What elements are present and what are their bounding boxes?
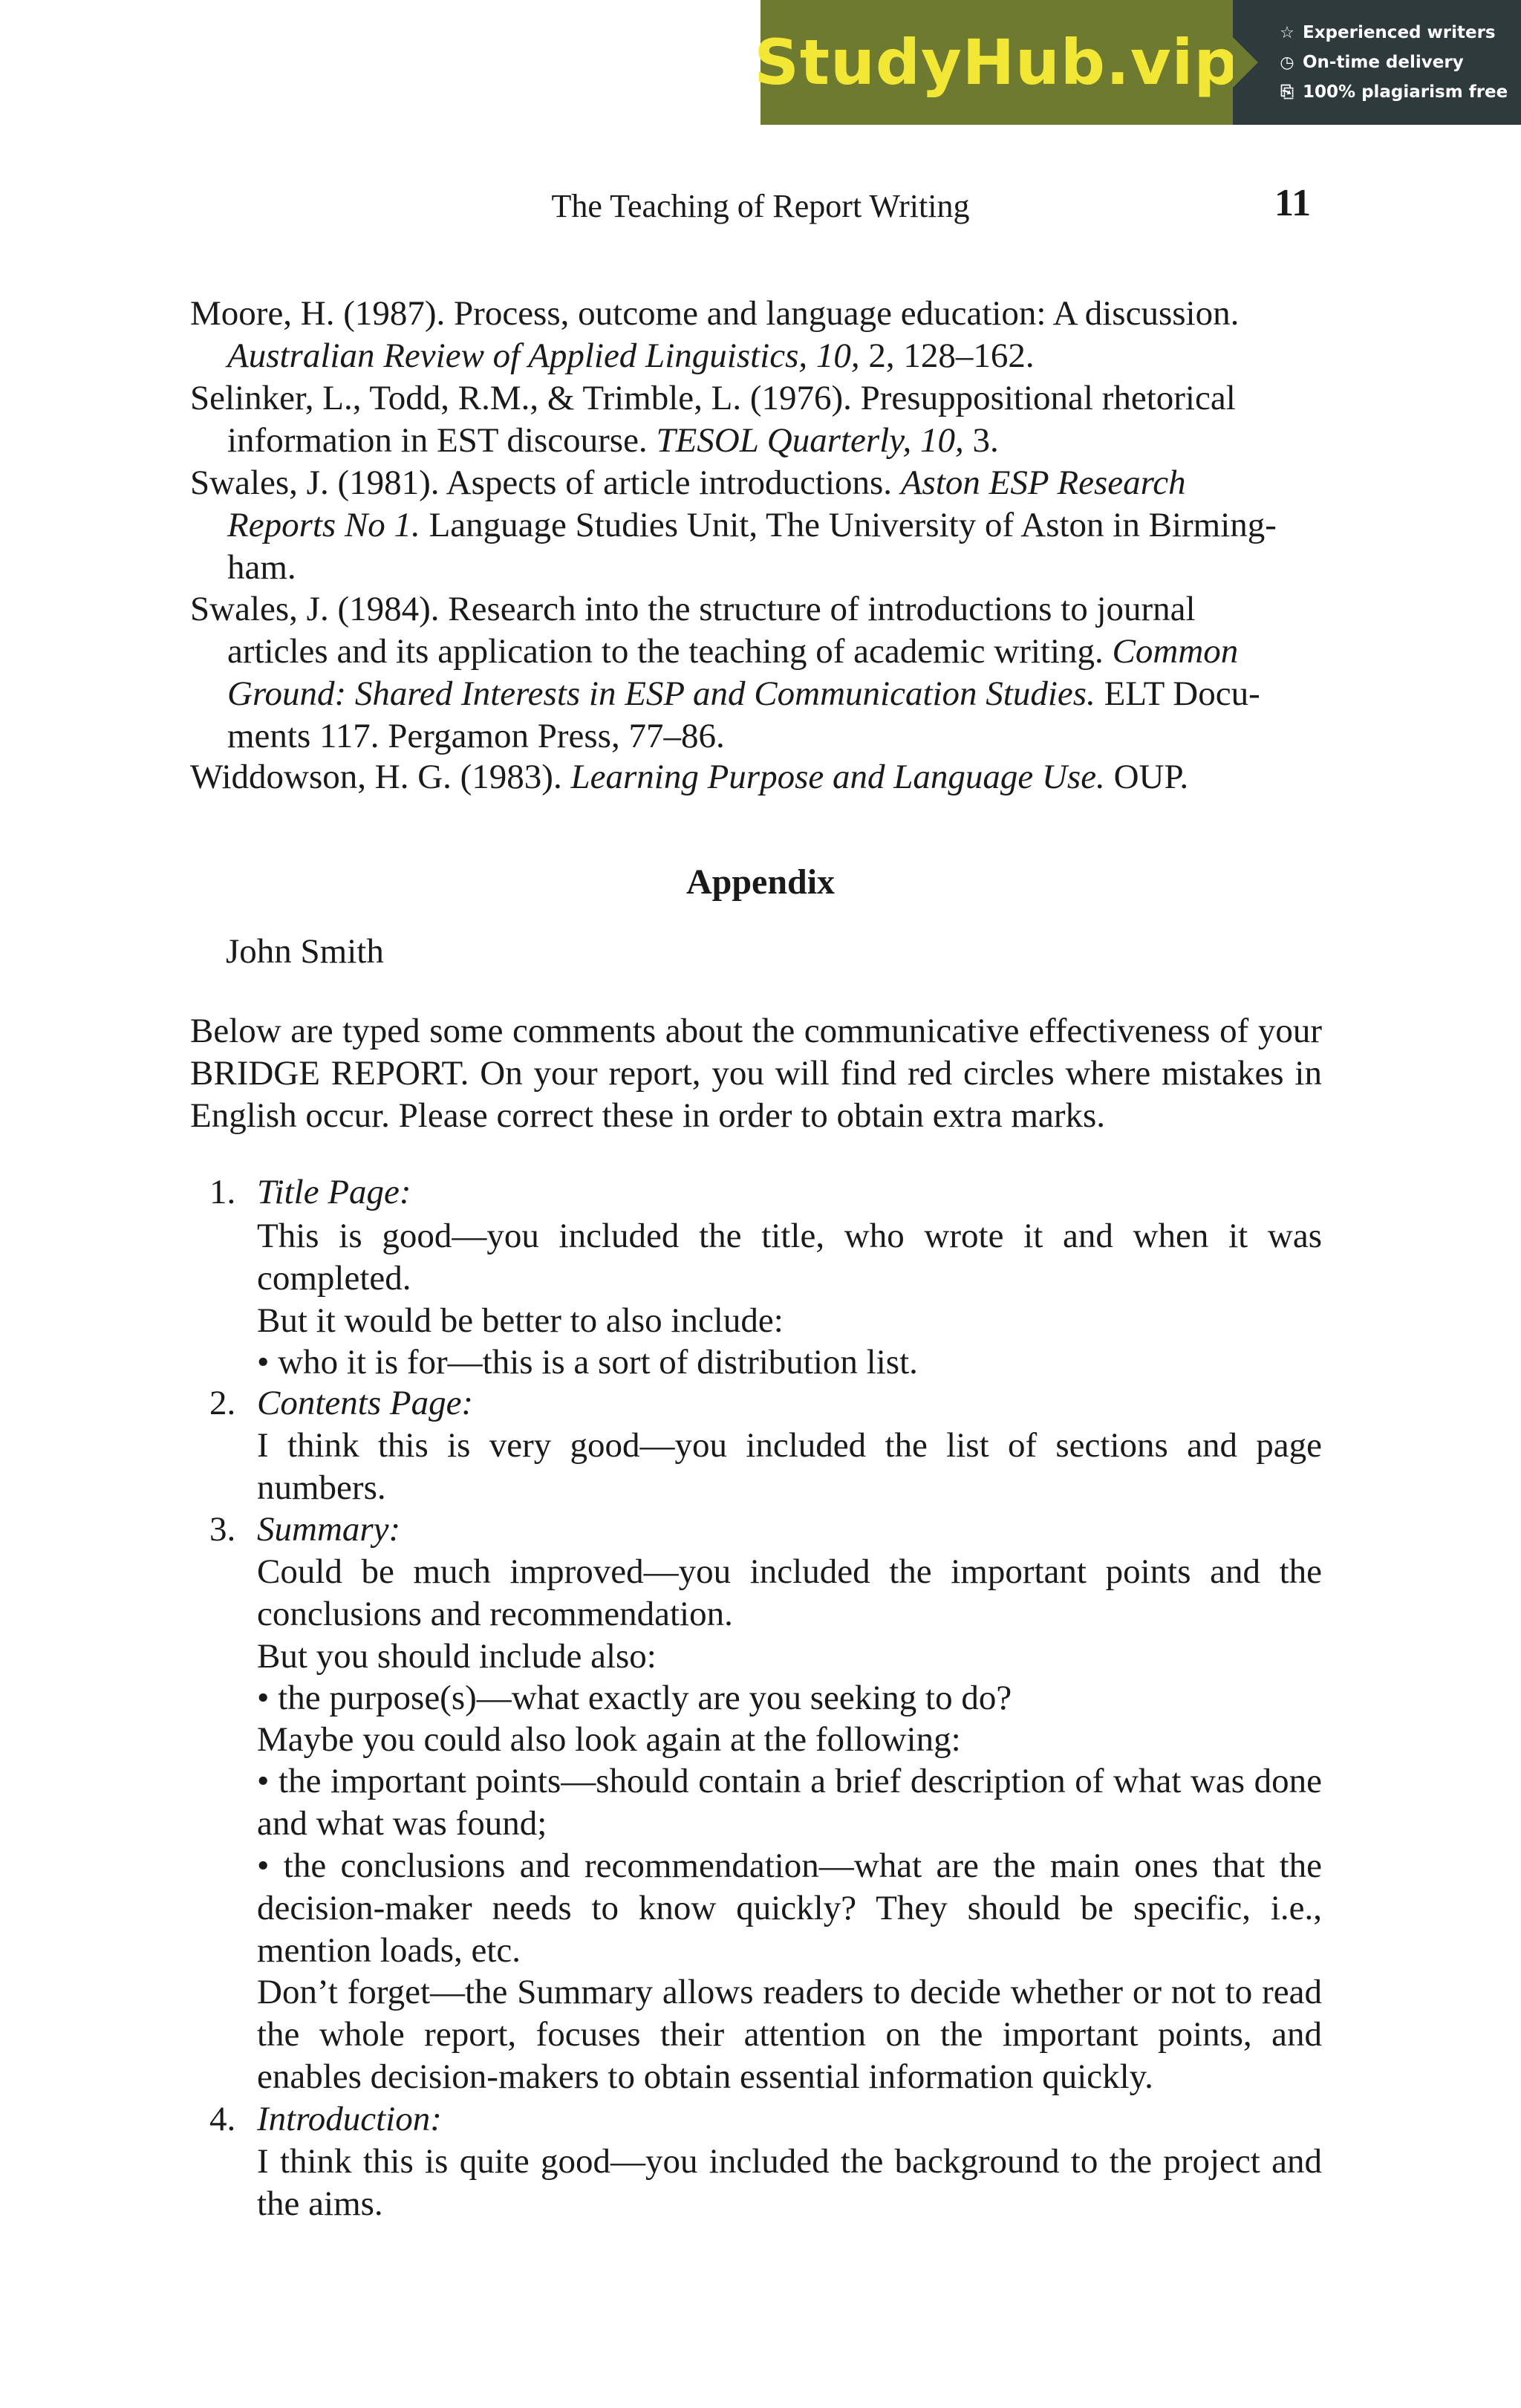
document-icon: ⎘ xyxy=(1280,82,1294,102)
reference-line: ham. xyxy=(227,548,296,587)
brand-name: StudyHub.vip xyxy=(754,26,1240,99)
item-number: 3. xyxy=(209,1510,236,1549)
reference-entry xyxy=(190,756,1322,798)
reference-detail: information in EST discourse. xyxy=(227,421,657,460)
intro-paragraph: Below are typed some comments about the communicative effectiveness of your BRIDGE REPORT. On your report, you will find red circles where mistakes in English occur. Please correct these in order to obtain extra marks. xyxy=(190,1012,1322,1135)
reference-entry xyxy=(190,588,1322,758)
reference-detail: 2, 128–162. xyxy=(859,336,1035,375)
reference-detail: articles and its application to the teaching of academic writing. xyxy=(227,632,1113,671)
journal-title: TESOL Quarterly, 10, xyxy=(656,421,964,460)
star-outline-icon: ☆ xyxy=(1280,23,1294,42)
running-title: The Teaching of Report Writing xyxy=(551,188,970,224)
bullet-comment: • the conclusions and recommendation—what are the main ones that the decision-maker needs to know quickly? They should be specific, i.e., mention loads, etc. xyxy=(257,1846,1322,1970)
comment-text: Maybe you could also look again at the following: xyxy=(257,1720,961,1759)
journal-title: Australian Review of Applied Linguistics, 10, xyxy=(227,336,860,375)
comment-text: But it would be better to also include: xyxy=(257,1301,784,1340)
comment-text: This is good—you included the title, who wrote it and when it was completed. xyxy=(257,1217,1322,1298)
author-name: John Smith xyxy=(226,932,384,971)
item-heading: Contents Page: xyxy=(257,1384,474,1422)
arrow-decoration xyxy=(1233,37,1258,88)
item-heading: Introduction: xyxy=(257,2100,442,2138)
journal-title: Aston ESP Research xyxy=(900,463,1186,502)
reference-line xyxy=(190,463,1186,502)
bullet-comment: • the important points—should contain a brief description of what was done and what was found; xyxy=(257,1762,1322,1843)
reference-line xyxy=(190,673,1322,715)
reference-detail: 3. xyxy=(963,421,999,460)
item-heading: Summary: xyxy=(257,1510,401,1549)
reference-line xyxy=(190,504,1322,547)
feature-item xyxy=(1277,82,1521,102)
reference-line: Selinker, L., Todd, R.M., & Trimble, L. (1976). Presuppositional rhetorical xyxy=(190,379,1236,417)
page-number: 11 xyxy=(1274,182,1312,224)
comment-text: Don’t forget—the Summary allows readers to decide whether or not to read the whole report, focuses their attention on the important points, and enables decision-makers to obtain essential information quickly. xyxy=(257,1973,1322,2096)
item-heading: Title Page: xyxy=(257,1173,411,1211)
comment-text: I think this is quite good—you included the background to the project and the aims. xyxy=(257,2142,1322,2223)
reference-line xyxy=(190,758,1188,796)
reference-detail: ELT Docu- xyxy=(1095,674,1260,713)
reference-detail: Widdowson, H. G. (1983). xyxy=(190,758,571,796)
reference-line: ments 117. Pergamon Press, 77–86. xyxy=(227,717,725,755)
feature-list xyxy=(1233,0,1521,125)
bullet-comment: • who it is for—this is a sort of distribution list. xyxy=(257,1343,918,1382)
journal-title: Common xyxy=(1112,632,1239,671)
bullet-comment: • the purpose(s)—what exactly are you seeking to do? xyxy=(257,1679,1012,1717)
item-number: 4. xyxy=(209,2100,236,2138)
item-number: 1. xyxy=(209,1173,236,1211)
book-title: Learning Purpose and Language Use. xyxy=(570,758,1105,796)
ad-banner[interactable] xyxy=(754,0,1521,125)
clock-icon: ◷ xyxy=(1280,53,1294,72)
reference-detail: Swales, J. (1981). Aspects of article introductions. xyxy=(190,463,901,502)
journal-title: Ground: Shared Interests in ESP and Communication Studies. xyxy=(227,674,1095,713)
reference-line xyxy=(190,631,1322,673)
feature-text: 100% plagiarism free xyxy=(1303,82,1508,102)
feature-text: Experienced writers xyxy=(1303,23,1496,42)
appendix-heading: Appendix xyxy=(685,862,836,902)
item-number: 2. xyxy=(209,1384,236,1422)
feature-item xyxy=(1277,23,1521,42)
reference-line xyxy=(190,420,1322,462)
reference-line: Moore, H. (1987). Process, outcome and language education: A discussion. xyxy=(190,294,1240,333)
reference-line xyxy=(190,335,1322,377)
feature-text: On-time delivery xyxy=(1303,53,1464,72)
journal-title: Reports No 1. xyxy=(227,506,420,544)
reference-detail: OUP. xyxy=(1104,758,1189,796)
feature-item xyxy=(1277,53,1521,72)
brand-logo[interactable] xyxy=(754,0,1240,125)
reference-entry xyxy=(190,293,1322,377)
comment-text: I think this is very good—you included the list of sections and page numbers. xyxy=(257,1426,1322,1507)
reference-entry xyxy=(190,462,1322,589)
comment-text: But you should include also: xyxy=(257,1637,657,1676)
reference-line: Swales, J. (1984). Research into the structure of introductions to journal xyxy=(190,590,1196,628)
reference-detail: Language Studies Unit, The University of Aston in Birming- xyxy=(420,506,1277,544)
comment-text: Could be much improved—you included the important points and the conclusions and recommendation. xyxy=(257,1552,1322,1633)
reference-entry xyxy=(190,377,1322,462)
